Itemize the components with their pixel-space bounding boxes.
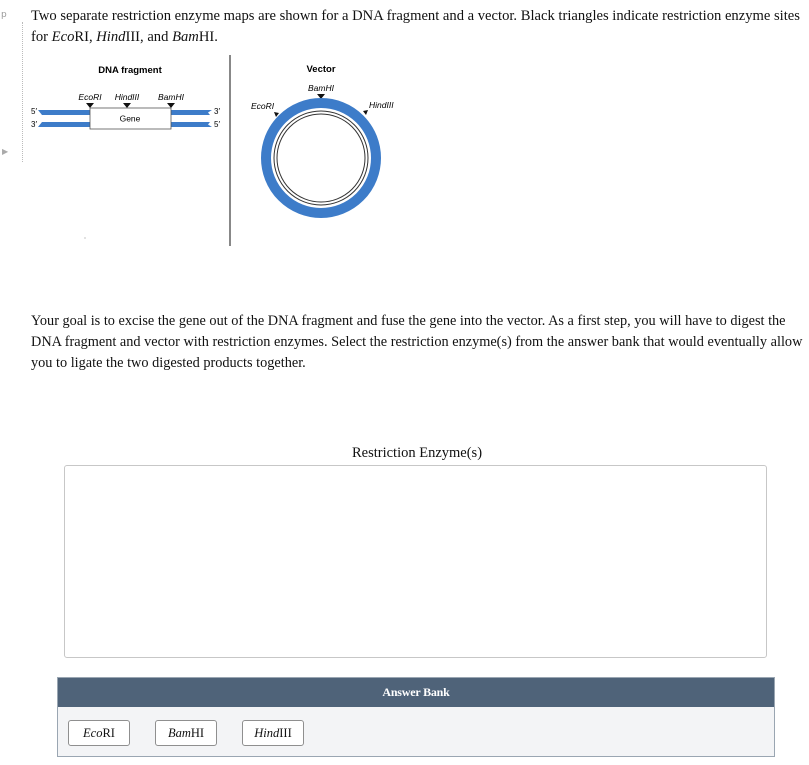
vector-site-ecori: EcoRI: [251, 101, 275, 111]
dna-strand-bottom-right: [171, 122, 212, 127]
restriction-enzyme-drop-zone[interactable]: [64, 465, 767, 658]
dna-strand-top-right: [171, 110, 212, 115]
triangle-ecori-fragment: [86, 103, 94, 108]
vector-plasmid-inner: [274, 111, 368, 205]
answer-bank: [57, 677, 775, 757]
collapse-arrow-icon: ▶: [2, 147, 9, 156]
question-prompt: Your goal is to excise the gene out of the DNA fragment and fuse the gene into the vector. As a first step, you will have to digest the DNA fragment and vector with restriction enzymes. Select the restriction enzyme(s) from the answer bank that would eventually allow you to ligate the two digested products together.: [31, 313, 803, 371]
intro-text: Two separate restriction enzyme maps are shown for a DNA fragment and a vector. Black triangles indicate restriction enzyme sites for EcoRI, HindIII, and BamHI.: [31, 8, 800, 45]
enzyme-bamhi: Bam: [172, 29, 199, 45]
answer-chip-bamhi[interactable]: BamHI: [155, 720, 217, 746]
fragment-site-bamhi: BamHI: [158, 92, 184, 102]
drop-zone-label: Restriction Enzyme(s): [351, 445, 483, 461]
fragment-site-ecori: EcoRI: [78, 92, 102, 102]
end-5-left: 5′: [31, 107, 37, 116]
enzyme-hindiii: Hind: [96, 29, 126, 45]
vector-plasmid-core: [277, 114, 365, 202]
vector-title: Vector: [306, 64, 336, 75]
vector-site-bamhi: BamHI: [308, 83, 334, 93]
stray-dot: [84, 237, 85, 238]
margin-rule: [22, 22, 23, 162]
answer-chip-ecori[interactable]: EcoRI: [68, 720, 130, 746]
end-5-right: 5′: [214, 120, 220, 129]
vector-plasmid-ring: [266, 103, 376, 213]
end-3-left: 3′: [31, 120, 37, 129]
vector-site-hindiii: HindIII: [369, 100, 394, 110]
answer-bank-title: Answer Bank: [58, 678, 774, 707]
triangle-hindiii-fragment: [123, 103, 131, 108]
dna-strand-top: [38, 110, 90, 115]
answer-chip-hindiii[interactable]: HindIII: [242, 720, 304, 746]
end-3-right: 3′: [214, 107, 220, 116]
restriction-map-figure: [30, 50, 410, 250]
enzyme-ecori: Eco: [51, 29, 75, 45]
triangle-hindiii-vector: [363, 110, 368, 115]
triangle-bamhi-fragment: [167, 103, 175, 108]
gene-label: Gene: [119, 113, 141, 124]
fragment-site-hindiii: HindIII: [114, 92, 140, 102]
question-marker: p: [1, 10, 7, 20]
dna-strand-bottom: [38, 122, 90, 127]
answer-bank-items: [58, 707, 774, 756]
fragment-title: DNA fragment: [98, 65, 162, 76]
